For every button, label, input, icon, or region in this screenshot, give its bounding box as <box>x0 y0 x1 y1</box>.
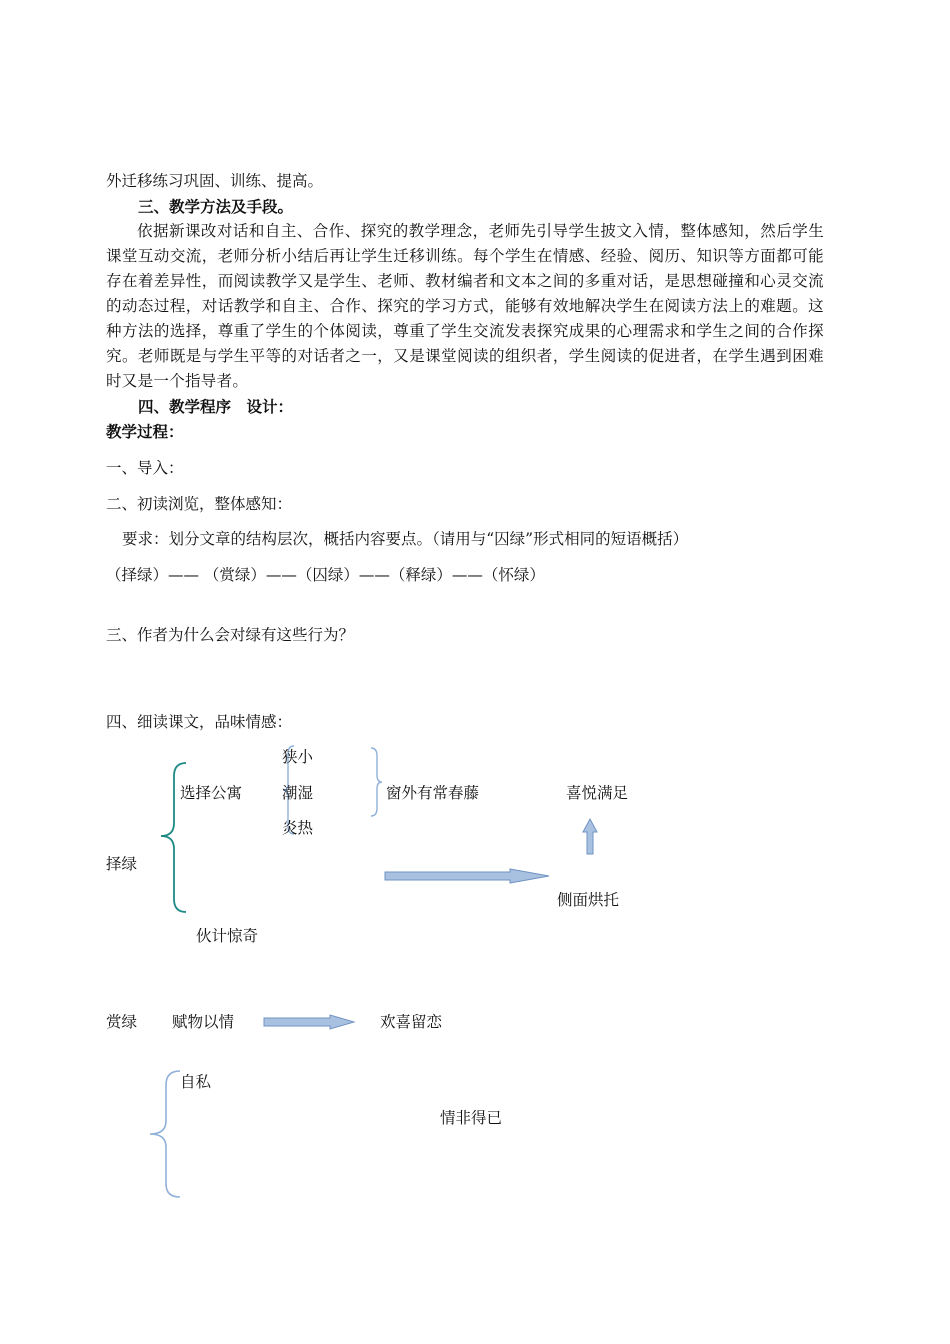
structure-sequence: （择绿）—— （赏绿）——（囚绿）——（释绿）——（怀绿） <box>106 566 545 584</box>
label-choose-apartment: 选择公寓 <box>180 784 243 802</box>
continued-line: 外迁移练习巩固、训练、提高。 <box>106 172 324 190</box>
label-choose-green: 择绿 <box>106 855 138 873</box>
label-delight: 欢喜留恋 <box>380 1013 443 1031</box>
label-admire-green: 赏绿 <box>106 1013 138 1031</box>
step-close-read: 四、细读课文，品味情感： <box>106 713 293 731</box>
section3-body: 依据新课改对话和自主、合作、探究的教学理念，老师先引导学生披文入情，整体感知，然后学生课堂互动交流，老师分析小结后再让学生迁移训练。每个学生在情感、经验、阅历、知识等方面都可能存在着差异性，而阅读教学又是学生、老师、教材编者和文本之间的多重对话，是思想碰撞和心灵交流的动态过程，对话教学和自主、合作、探究的学习方式，能够有效地解决学生在阅读方法上的难题。这种方法的选择，尊重了学生的个体阅读，尊重了学生交流发表探究成果的心理需求和学生之间的合作探究。老师既是与学生平等的对话者之一，又是课堂阅读的组织者，学生阅读的促进者，在学生遇到困难时又是一个指导者。 <box>106 222 824 390</box>
requirement-text: 要求：划分文章的结构层次，概括内容要点。（请用与“囚绿”形式相同的短语概括） <box>122 530 689 548</box>
label-no-choice: 情非得已 <box>440 1109 503 1127</box>
section4-heading: 四、教学程序 设计： <box>138 397 294 416</box>
label-joy: 喜悦满足 <box>566 784 629 802</box>
label-damp: 潮湿 <box>282 784 314 802</box>
label-hot: 炎热 <box>282 819 314 837</box>
label-selfish: 自私 <box>180 1073 212 1091</box>
label-endow-emotion: 赋物以情 <box>172 1013 235 1031</box>
section3-heading: 三、教学方法及手段。 <box>138 197 294 216</box>
right-arrow-short <box>264 1015 354 1029</box>
step-intro: 一、导入： <box>106 459 184 477</box>
label-ivy-outside: 窗外有常春藤 <box>386 784 480 802</box>
label-narrow: 狭小 <box>282 748 314 766</box>
step-first-read: 二、初读浏览，整体感知： <box>106 495 293 513</box>
process-heading: 教学过程： <box>106 422 184 441</box>
step-question: 三、作者为什么会对绿有这些行为？ <box>106 626 355 644</box>
right-arrow-long <box>385 869 549 883</box>
small-brace-right <box>371 748 382 816</box>
label-waiter-surprised: 伙计惊奇 <box>196 927 259 945</box>
bottom-brace <box>150 1071 180 1197</box>
up-arrow <box>583 819 597 854</box>
label-side-contrast: 侧面烘托 <box>557 891 620 909</box>
